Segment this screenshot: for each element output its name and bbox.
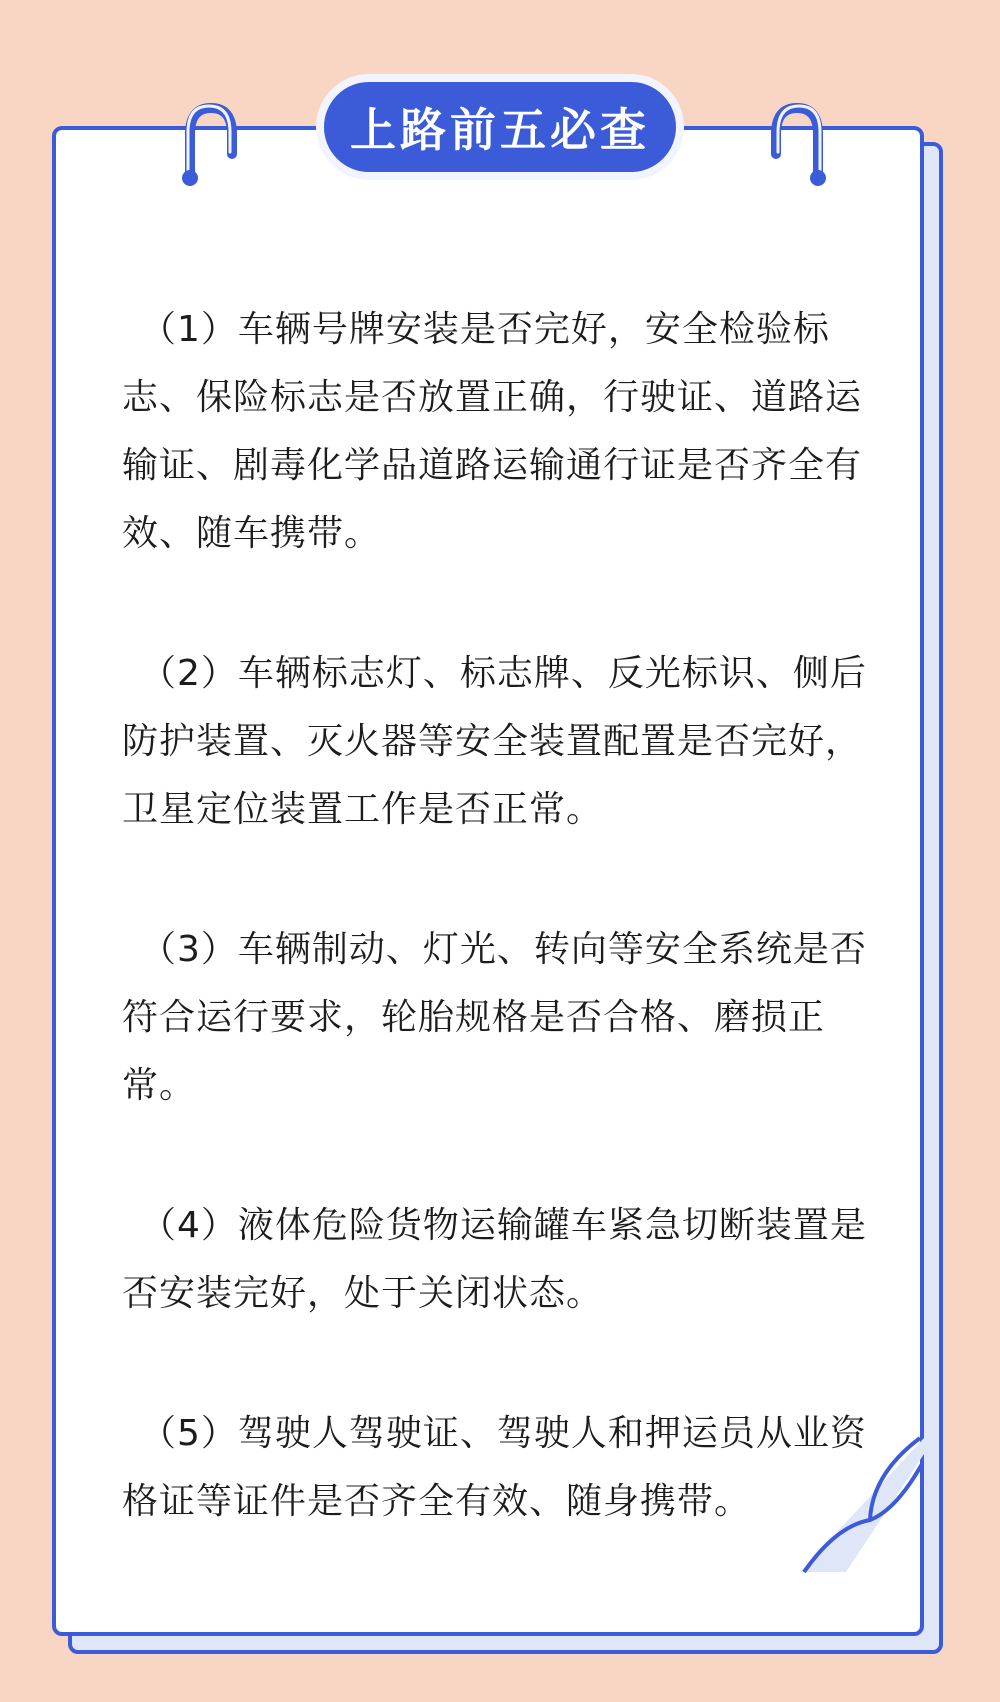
page-title: 上路前五必查	[350, 103, 650, 157]
check-item-1: （1）车辆号牌安装是否完好，安全检验标志、保险标志是否放置正确，行驶证、道路运输证、剧毒化学品道路运输通行证是否齐全有效、随车携带。	[122, 309, 863, 554]
check-item-4: （4）液体危险货物运输罐车紧急切断装置是否安装完好，处于关闭状态。	[122, 1205, 867, 1314]
check-item-5: （5）驾驶人驾驶证、驾驶人和押运员从业资格证等证件是否齐全有效、随身携带。	[122, 1413, 867, 1522]
check-item-3: （3）车辆制动、灯光、转向等安全系统是否符合运行要求，轮胎规格是否合格、磨损正常。	[122, 929, 867, 1106]
binder-ring-left	[180, 100, 242, 186]
binder-ring-right	[766, 100, 828, 186]
title-badge	[316, 74, 684, 180]
check-item-2: （2）车辆标志灯、标志牌、反光标识、侧后防护装置、灭火器等安全装置配置是否完好，卫星定位装置工作是否正常。	[122, 653, 867, 830]
